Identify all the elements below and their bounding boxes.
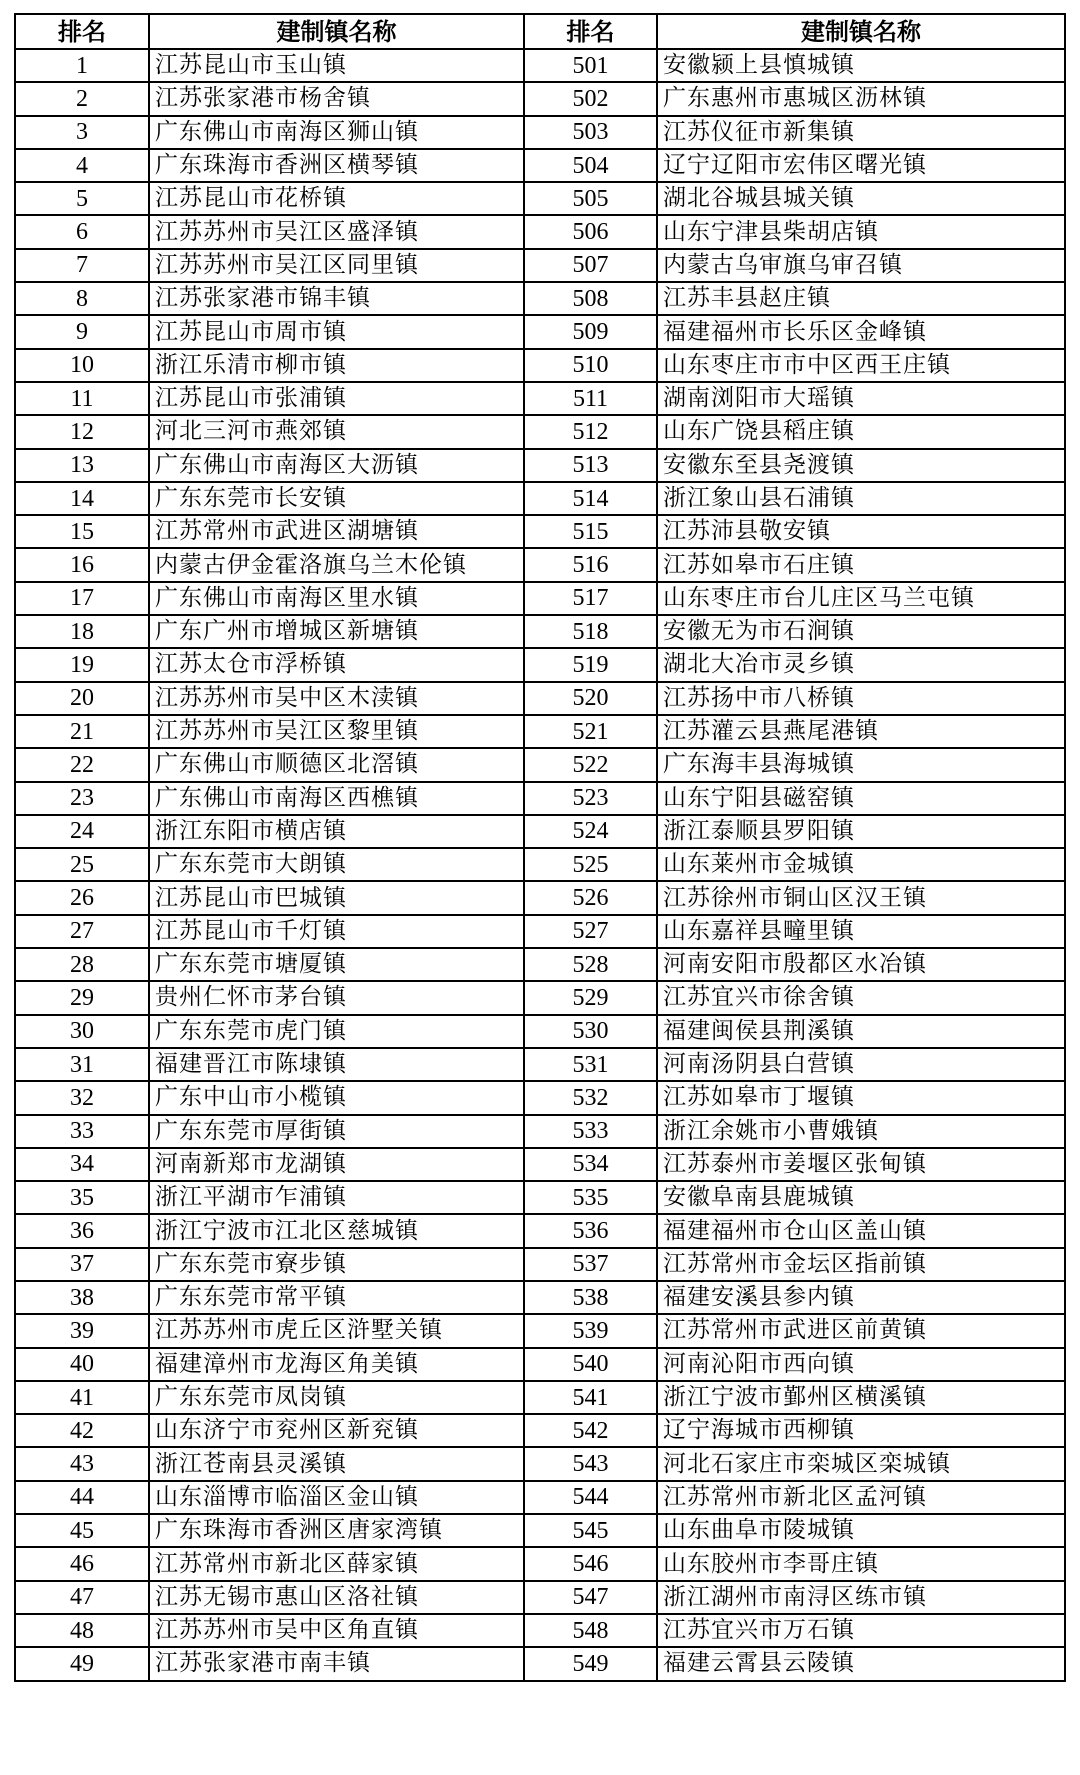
table-row <box>15 249 1065 282</box>
table-row <box>15 1414 1065 1447</box>
rank-cell-right: 536 <box>524 1214 657 1247</box>
table-row <box>15 215 1065 248</box>
rank-cell-right: 530 <box>524 1015 657 1048</box>
rank-cell-left: 22 <box>15 748 149 781</box>
table-row <box>15 1214 1065 1247</box>
town-name-cell-right: 江苏常州市武进区前黄镇 <box>657 1314 1065 1347</box>
rank-cell-right: 535 <box>524 1181 657 1214</box>
town-name-cell-right: 山东枣庄市市中区西王庄镇 <box>657 349 1065 382</box>
town-name-cell-left: 广东东莞市大朗镇 <box>149 848 524 881</box>
town-name-cell-right: 辽宁海城市西柳镇 <box>657 1414 1065 1447</box>
table-row <box>15 881 1065 914</box>
town-name-cell-left: 广东珠海市香洲区唐家湾镇 <box>149 1514 524 1547</box>
rank-cell-right: 506 <box>524 215 657 248</box>
rank-cell-right: 508 <box>524 282 657 315</box>
rank-cell-right: 504 <box>524 149 657 182</box>
table-row <box>15 915 1065 948</box>
rank-cell-right: 512 <box>524 415 657 448</box>
table-header-row <box>15 14 1065 49</box>
town-name-cell-left: 广东东莞市塘厦镇 <box>149 948 524 981</box>
rank-cell-right: 544 <box>524 1481 657 1514</box>
table-row <box>15 748 1065 781</box>
town-name-cell-right: 内蒙古乌审旗乌审召镇 <box>657 249 1065 282</box>
town-name-cell-left: 江苏张家港市杨舍镇 <box>149 82 524 115</box>
table-row <box>15 615 1065 648</box>
rank-cell-right: 537 <box>524 1248 657 1281</box>
table-row <box>15 1048 1065 1081</box>
town-name-cell-left: 河北三河市燕郊镇 <box>149 415 524 448</box>
rank-cell-left: 3 <box>15 116 149 149</box>
town-name-cell-right: 浙江余姚市小曹娥镇 <box>657 1115 1065 1148</box>
rank-cell-right: 523 <box>524 782 657 815</box>
rank-cell-right: 505 <box>524 182 657 215</box>
town-name-cell-right: 福建闽侯县荆溪镇 <box>657 1015 1065 1048</box>
table-row <box>15 715 1065 748</box>
town-name-cell-right: 湖北大冶市灵乡镇 <box>657 648 1065 681</box>
town-name-cell-right: 浙江泰顺县罗阳镇 <box>657 815 1065 848</box>
town-name-cell-left: 江苏昆山市千灯镇 <box>149 915 524 948</box>
rank-cell-left: 47 <box>15 1581 149 1614</box>
table-row <box>15 1547 1065 1580</box>
rank-cell-left: 48 <box>15 1614 149 1647</box>
rank-cell-left: 46 <box>15 1547 149 1580</box>
rank-cell-left: 26 <box>15 881 149 914</box>
town-name-cell-left: 广东东莞市长安镇 <box>149 482 524 515</box>
table-row <box>15 1148 1065 1181</box>
rank-cell-left: 12 <box>15 415 149 448</box>
town-name-cell-left: 江苏常州市武进区湖塘镇 <box>149 515 524 548</box>
rank-cell-right: 531 <box>524 1048 657 1081</box>
town-name-cell-left: 浙江东阳市横店镇 <box>149 815 524 848</box>
town-name-cell-left: 江苏昆山市花桥镇 <box>149 182 524 215</box>
town-name-cell-right: 广东海丰县海城镇 <box>657 748 1065 781</box>
town-name-cell-left: 广东东莞市虎门镇 <box>149 1015 524 1048</box>
town-name-cell-right: 河南汤阴县白营镇 <box>657 1048 1065 1081</box>
rank-cell-left: 37 <box>15 1248 149 1281</box>
rank-cell-right: 511 <box>524 382 657 415</box>
rank-cell-right: 501 <box>524 49 657 82</box>
table-row <box>15 782 1065 815</box>
table-row <box>15 482 1065 515</box>
town-name-cell-right: 广东惠州市惠城区沥林镇 <box>657 82 1065 115</box>
town-name-cell-right: 山东嘉祥县疃里镇 <box>657 915 1065 948</box>
rank-cell-right: 545 <box>524 1514 657 1547</box>
table-row <box>15 116 1065 149</box>
rank-cell-right: 527 <box>524 915 657 948</box>
town-name-cell-right: 江苏宜兴市徐舍镇 <box>657 981 1065 1014</box>
town-name-cell-left: 广东佛山市南海区里水镇 <box>149 582 524 615</box>
town-name-cell-right: 福建福州市仓山区盖山镇 <box>657 1214 1065 1247</box>
rank-cell-left: 43 <box>15 1447 149 1480</box>
town-name-cell-left: 江苏无锡市惠山区洛社镇 <box>149 1581 524 1614</box>
rank-cell-left: 13 <box>15 449 149 482</box>
town-name-cell-left: 江苏昆山市玉山镇 <box>149 49 524 82</box>
town-name-cell-left: 广东东莞市凤岗镇 <box>149 1381 524 1414</box>
town-name-cell-left: 内蒙古伊金霍洛旗乌兰木伦镇 <box>149 548 524 581</box>
rank-cell-left: 18 <box>15 615 149 648</box>
rank-cell-right: 516 <box>524 548 657 581</box>
rank-cell-right: 532 <box>524 1081 657 1114</box>
town-name-cell-right: 江苏如皋市石庄镇 <box>657 548 1065 581</box>
rank-cell-right: 542 <box>524 1414 657 1447</box>
town-name-cell-right: 安徽阜南县鹿城镇 <box>657 1181 1065 1214</box>
table-row <box>15 548 1065 581</box>
table-row <box>15 149 1065 182</box>
rank-cell-left: 16 <box>15 548 149 581</box>
rank-cell-right: 540 <box>524 1348 657 1381</box>
town-name-cell-right: 江苏仪征市新集镇 <box>657 116 1065 149</box>
header-rank-right: 排名 <box>524 14 657 49</box>
rank-cell-left: 27 <box>15 915 149 948</box>
town-name-cell-left: 广东中山市小榄镇 <box>149 1081 524 1114</box>
town-ranking-table <box>14 13 1066 1682</box>
town-name-cell-left: 浙江宁波市江北区慈城镇 <box>149 1214 524 1247</box>
rank-cell-right: 520 <box>524 682 657 715</box>
town-name-cell-right: 辽宁辽阳市宏伟区曙光镇 <box>657 149 1065 182</box>
table-row <box>15 1115 1065 1148</box>
rank-cell-left: 25 <box>15 848 149 881</box>
town-name-cell-left: 广东佛山市顺德区北滘镇 <box>149 748 524 781</box>
town-name-cell-left: 河南新郑市龙湖镇 <box>149 1148 524 1181</box>
rank-cell-right: 509 <box>524 315 657 348</box>
rank-cell-left: 4 <box>15 149 149 182</box>
table-row <box>15 382 1065 415</box>
table-row <box>15 1181 1065 1214</box>
table-row <box>15 415 1065 448</box>
rank-cell-left: 23 <box>15 782 149 815</box>
town-name-cell-right: 河南沁阳市西向镇 <box>657 1348 1065 1381</box>
town-name-cell-right: 河北石家庄市栾城区栾城镇 <box>657 1447 1065 1480</box>
table-row <box>15 349 1065 382</box>
rank-cell-left: 33 <box>15 1115 149 1148</box>
town-name-cell-right: 安徽颍上县慎城镇 <box>657 49 1065 82</box>
rank-cell-right: 543 <box>524 1447 657 1480</box>
rank-cell-left: 5 <box>15 182 149 215</box>
town-name-cell-left: 广东佛山市南海区西樵镇 <box>149 782 524 815</box>
rank-cell-left: 19 <box>15 648 149 681</box>
table-row <box>15 948 1065 981</box>
rank-cell-left: 1 <box>15 49 149 82</box>
rank-cell-left: 9 <box>15 315 149 348</box>
rank-cell-left: 40 <box>15 1348 149 1381</box>
table-row <box>15 848 1065 881</box>
rank-cell-right: 522 <box>524 748 657 781</box>
rank-cell-left: 17 <box>15 582 149 615</box>
rank-cell-left: 8 <box>15 282 149 315</box>
rank-cell-right: 513 <box>524 449 657 482</box>
town-name-cell-right: 山东曲阜市陵城镇 <box>657 1514 1065 1547</box>
town-name-cell-right: 江苏如皋市丁堰镇 <box>657 1081 1065 1114</box>
table-row <box>15 1514 1065 1547</box>
table-row <box>15 315 1065 348</box>
rank-cell-left: 29 <box>15 981 149 1014</box>
table-row <box>15 1447 1065 1480</box>
table-row <box>15 282 1065 315</box>
town-name-cell-left: 广东东莞市寮步镇 <box>149 1248 524 1281</box>
town-name-cell-right: 江苏扬中市八桥镇 <box>657 682 1065 715</box>
rank-cell-left: 44 <box>15 1481 149 1514</box>
town-name-cell-left: 广东广州市增城区新塘镇 <box>149 615 524 648</box>
town-name-cell-right: 河南安阳市殷都区水冶镇 <box>657 948 1065 981</box>
town-name-cell-right: 江苏徐州市铜山区汉王镇 <box>657 881 1065 914</box>
rank-cell-right: 515 <box>524 515 657 548</box>
table-row <box>15 449 1065 482</box>
rank-cell-right: 503 <box>524 116 657 149</box>
rank-cell-right: 534 <box>524 1148 657 1181</box>
table-row <box>15 682 1065 715</box>
town-name-cell-left: 山东淄博市临淄区金山镇 <box>149 1481 524 1514</box>
table-row <box>15 1248 1065 1281</box>
town-name-cell-right: 山东莱州市金城镇 <box>657 848 1065 881</box>
town-name-cell-right: 浙江宁波市鄞州区横溪镇 <box>657 1381 1065 1414</box>
town-name-cell-right: 江苏常州市新北区孟河镇 <box>657 1481 1065 1514</box>
table-row <box>15 815 1065 848</box>
rank-cell-left: 31 <box>15 1048 149 1081</box>
rank-cell-right: 510 <box>524 349 657 382</box>
rank-cell-left: 35 <box>15 1181 149 1214</box>
rank-cell-left: 36 <box>15 1214 149 1247</box>
rank-cell-right: 507 <box>524 249 657 282</box>
table-row <box>15 1481 1065 1514</box>
rank-cell-right: 519 <box>524 648 657 681</box>
rank-cell-right: 525 <box>524 848 657 881</box>
town-name-cell-right: 山东宁津县柴胡店镇 <box>657 215 1065 248</box>
rank-cell-right: 529 <box>524 981 657 1014</box>
rank-cell-right: 541 <box>524 1381 657 1414</box>
town-name-cell-left: 山东济宁市兖州区新兖镇 <box>149 1414 524 1447</box>
town-name-cell-right: 江苏宜兴市万石镇 <box>657 1614 1065 1647</box>
town-name-cell-left: 浙江乐清市柳市镇 <box>149 349 524 382</box>
table-row <box>15 1081 1065 1114</box>
town-name-cell-left: 广东佛山市南海区大沥镇 <box>149 449 524 482</box>
town-name-cell-right: 安徽无为市石涧镇 <box>657 615 1065 648</box>
town-name-cell-right: 浙江象山县石浦镇 <box>657 482 1065 515</box>
table-row <box>15 1581 1065 1614</box>
rank-cell-left: 24 <box>15 815 149 848</box>
rank-cell-left: 20 <box>15 682 149 715</box>
table-row <box>15 1614 1065 1647</box>
rank-cell-left: 49 <box>15 1647 149 1680</box>
ranking-document <box>14 13 1066 1682</box>
header-name-right: 建制镇名称 <box>657 14 1065 49</box>
rank-cell-left: 41 <box>15 1381 149 1414</box>
table-row <box>15 648 1065 681</box>
rank-cell-left: 38 <box>15 1281 149 1314</box>
rank-cell-left: 30 <box>15 1015 149 1048</box>
town-name-cell-right: 江苏沛县敬安镇 <box>657 515 1065 548</box>
rank-cell-right: 528 <box>524 948 657 981</box>
rank-cell-right: 546 <box>524 1547 657 1580</box>
town-name-cell-left: 广东东莞市厚街镇 <box>149 1115 524 1148</box>
header-name-left: 建制镇名称 <box>149 14 524 49</box>
rank-cell-right: 521 <box>524 715 657 748</box>
table-row <box>15 182 1065 215</box>
town-name-cell-left: 广东东莞市常平镇 <box>149 1281 524 1314</box>
rank-cell-left: 21 <box>15 715 149 748</box>
town-name-cell-right: 江苏常州市金坛区指前镇 <box>657 1248 1065 1281</box>
rank-cell-left: 39 <box>15 1314 149 1347</box>
town-name-cell-left: 江苏常州市新北区薛家镇 <box>149 1547 524 1580</box>
rank-cell-right: 547 <box>524 1581 657 1614</box>
town-name-cell-left: 江苏苏州市吴江区黎里镇 <box>149 715 524 748</box>
table-row <box>15 1348 1065 1381</box>
town-name-cell-left: 江苏昆山市巴城镇 <box>149 881 524 914</box>
table-row <box>15 1015 1065 1048</box>
rank-cell-left: 34 <box>15 1148 149 1181</box>
table-row <box>15 49 1065 82</box>
rank-cell-right: 548 <box>524 1614 657 1647</box>
rank-cell-left: 32 <box>15 1081 149 1114</box>
rank-cell-left: 42 <box>15 1414 149 1447</box>
town-name-cell-right: 山东广饶县稻庄镇 <box>657 415 1065 448</box>
rank-cell-right: 538 <box>524 1281 657 1314</box>
town-name-cell-left: 江苏张家港市南丰镇 <box>149 1647 524 1680</box>
rank-cell-right: 518 <box>524 615 657 648</box>
town-name-cell-left: 福建漳州市龙海区角美镇 <box>149 1348 524 1381</box>
town-name-cell-left: 江苏苏州市吴中区角直镇 <box>149 1614 524 1647</box>
rank-cell-right: 514 <box>524 482 657 515</box>
town-name-cell-right: 山东胶州市李哥庄镇 <box>657 1547 1065 1580</box>
rank-cell-left: 2 <box>15 82 149 115</box>
table-row <box>15 1314 1065 1347</box>
table-row <box>15 1381 1065 1414</box>
table-row <box>15 582 1065 615</box>
rank-cell-left: 45 <box>15 1514 149 1547</box>
table-row <box>15 515 1065 548</box>
rank-cell-left: 11 <box>15 382 149 415</box>
town-name-cell-left: 福建晋江市陈埭镇 <box>149 1048 524 1081</box>
table-row <box>15 1647 1065 1680</box>
town-name-cell-left: 江苏苏州市虎丘区浒墅关镇 <box>149 1314 524 1347</box>
town-name-cell-right: 湖北谷城县城关镇 <box>657 182 1065 215</box>
town-name-cell-left: 江苏苏州市吴江区盛泽镇 <box>149 215 524 248</box>
town-name-cell-right: 江苏泰州市姜堰区张甸镇 <box>657 1148 1065 1181</box>
rank-cell-right: 549 <box>524 1647 657 1680</box>
rank-cell-right: 533 <box>524 1115 657 1148</box>
rank-cell-left: 10 <box>15 349 149 382</box>
table-row <box>15 82 1065 115</box>
header-rank-left: 排名 <box>15 14 149 49</box>
table-row <box>15 981 1065 1014</box>
rank-cell-right: 517 <box>524 582 657 615</box>
town-name-cell-left: 浙江平湖市乍浦镇 <box>149 1181 524 1214</box>
rank-cell-left: 6 <box>15 215 149 248</box>
town-name-cell-right: 江苏灌云县燕尾港镇 <box>657 715 1065 748</box>
town-name-cell-left: 江苏太仓市浮桥镇 <box>149 648 524 681</box>
town-name-cell-right: 福建安溪县参内镇 <box>657 1281 1065 1314</box>
town-name-cell-right: 湖南浏阳市大瑶镇 <box>657 382 1065 415</box>
town-name-cell-left: 广东佛山市南海区狮山镇 <box>149 116 524 149</box>
table-body <box>15 49 1065 1681</box>
rank-cell-left: 28 <box>15 948 149 981</box>
town-name-cell-right: 山东枣庄市台儿庄区马兰屯镇 <box>657 582 1065 615</box>
town-name-cell-right: 福建福州市长乐区金峰镇 <box>657 315 1065 348</box>
town-name-cell-right: 山东宁阳县磁窑镇 <box>657 782 1065 815</box>
rank-cell-left: 7 <box>15 249 149 282</box>
town-name-cell-right: 江苏丰县赵庄镇 <box>657 282 1065 315</box>
town-name-cell-right: 浙江湖州市南浔区练市镇 <box>657 1581 1065 1614</box>
rank-cell-left: 15 <box>15 515 149 548</box>
rank-cell-right: 502 <box>524 82 657 115</box>
rank-cell-left: 14 <box>15 482 149 515</box>
town-name-cell-left: 江苏昆山市张浦镇 <box>149 382 524 415</box>
rank-cell-right: 539 <box>524 1314 657 1347</box>
town-name-cell-left: 江苏张家港市锦丰镇 <box>149 282 524 315</box>
rank-cell-right: 524 <box>524 815 657 848</box>
town-name-cell-left: 浙江苍南县灵溪镇 <box>149 1447 524 1480</box>
town-name-cell-right: 安徽东至县尧渡镇 <box>657 449 1065 482</box>
town-name-cell-left: 广东珠海市香洲区横琴镇 <box>149 149 524 182</box>
town-name-cell-left: 江苏昆山市周市镇 <box>149 315 524 348</box>
town-name-cell-left: 江苏苏州市吴江区同里镇 <box>149 249 524 282</box>
table-row <box>15 1281 1065 1314</box>
town-name-cell-left: 江苏苏州市吴中区木渎镇 <box>149 682 524 715</box>
town-name-cell-right: 福建云霄县云陵镇 <box>657 1647 1065 1680</box>
town-name-cell-left: 贵州仁怀市茅台镇 <box>149 981 524 1014</box>
rank-cell-right: 526 <box>524 881 657 914</box>
